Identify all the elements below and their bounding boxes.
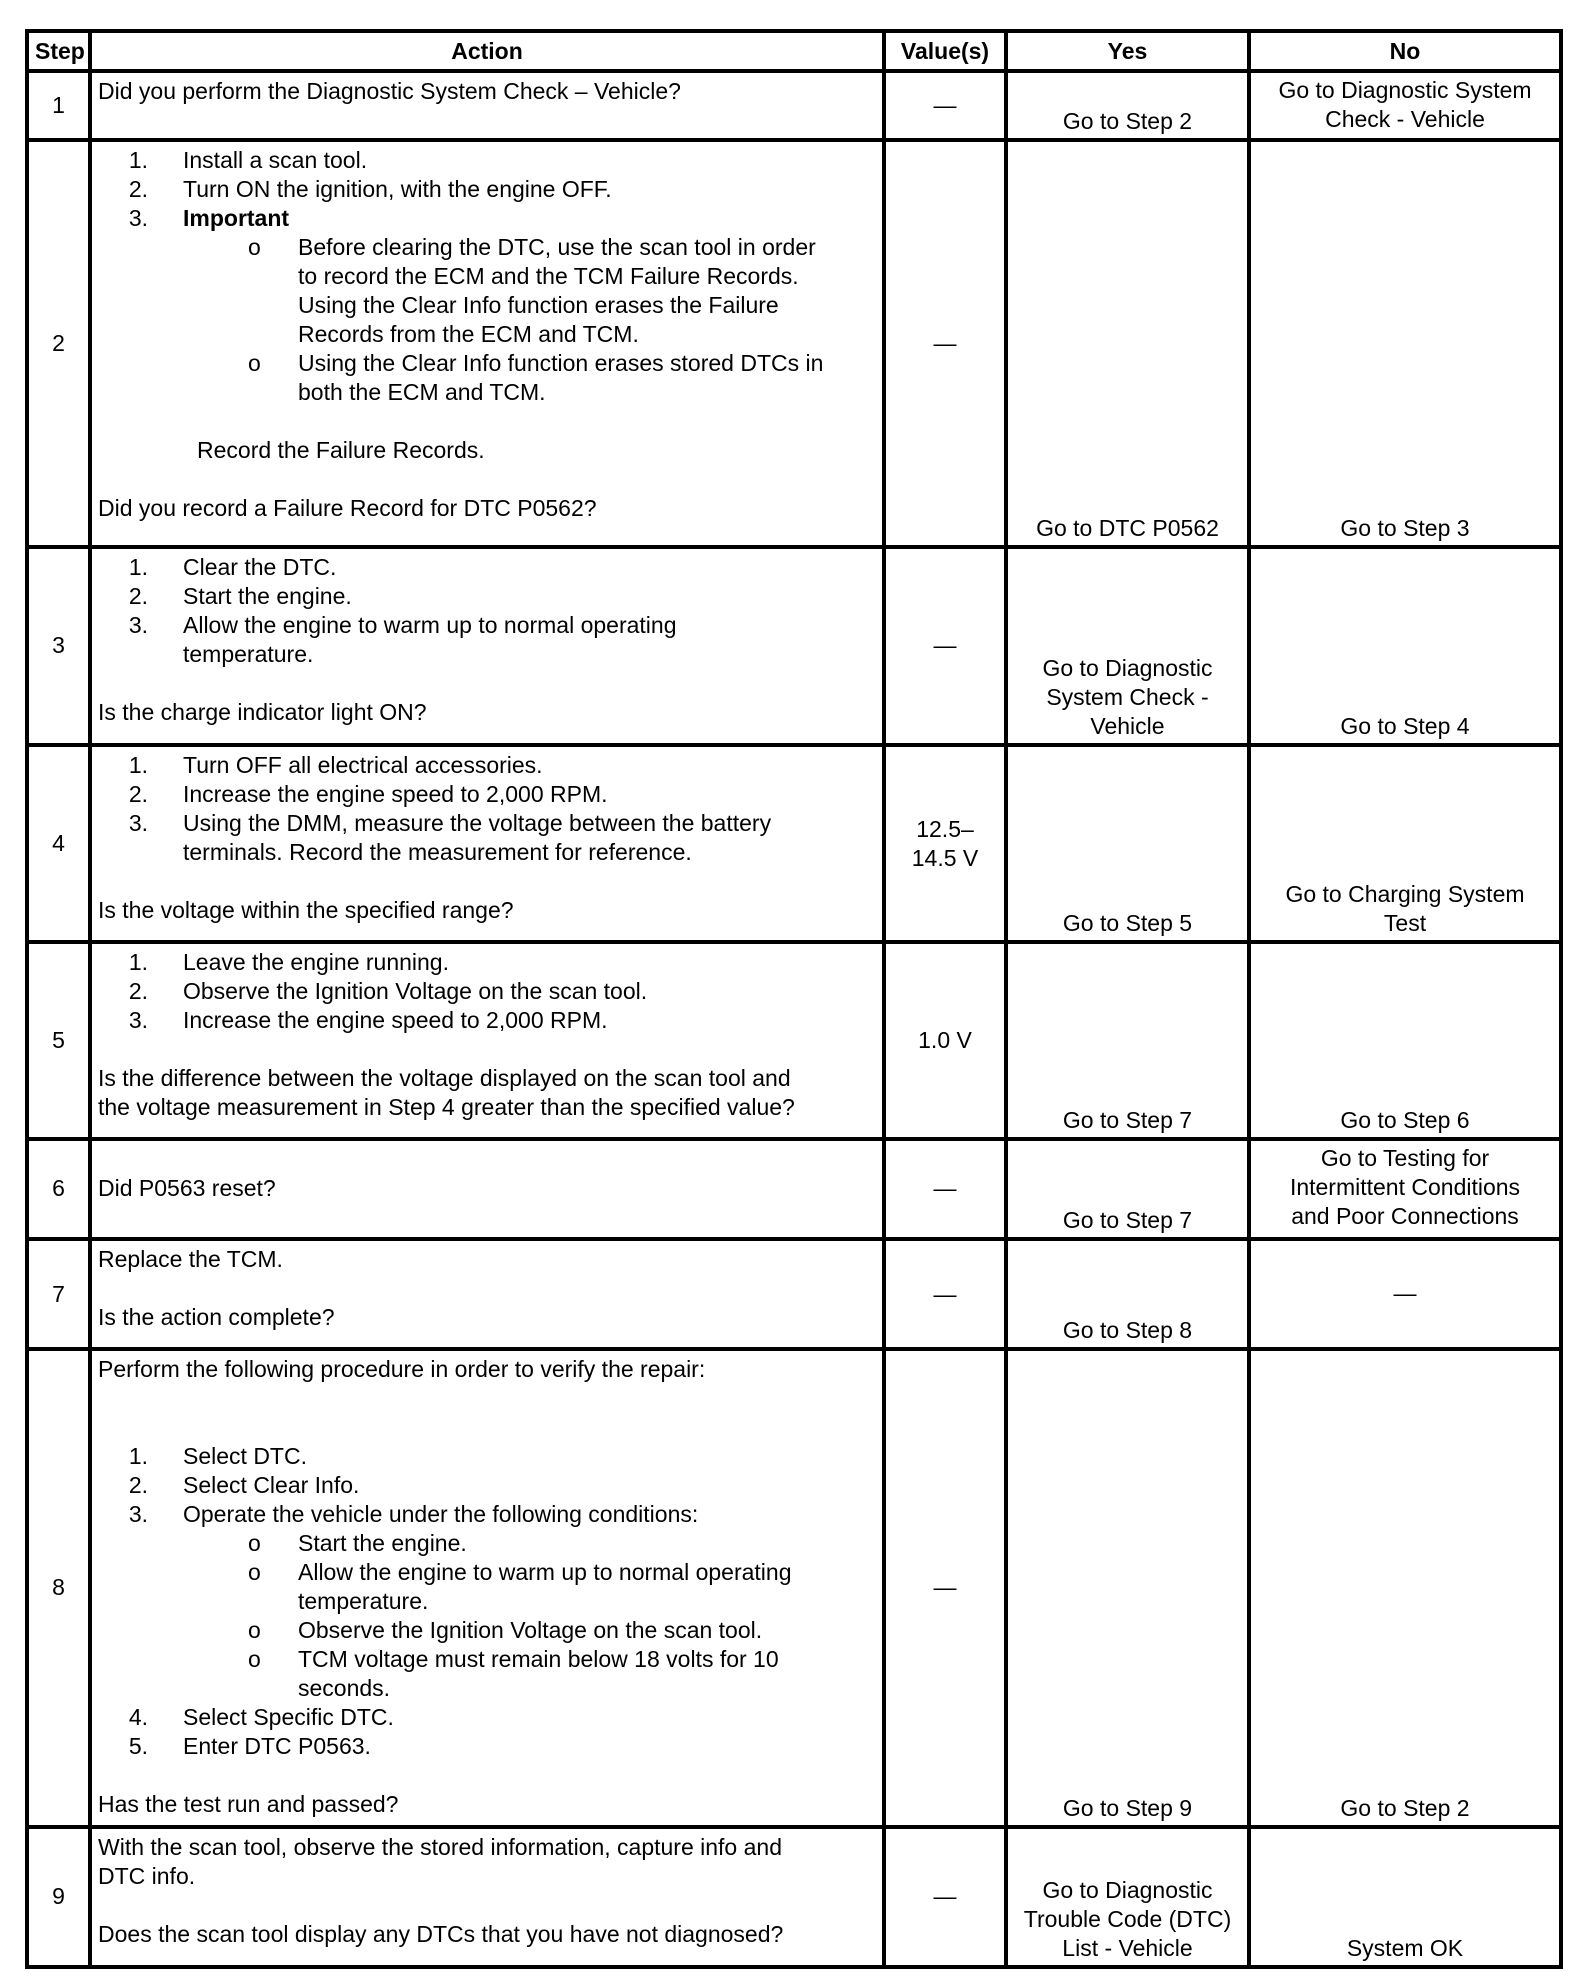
bullet-item [248, 1529, 876, 1558]
item-text: Install a scan tool. [183, 147, 368, 174]
value-cell: — [884, 1139, 1006, 1239]
no-link[interactable]: Go to Step 6 [1249, 942, 1561, 1139]
no-link-line: Test [1383, 910, 1427, 937]
value-cell: — [884, 140, 1006, 547]
spacer [98, 1274, 876, 1303]
bullet-icon: o [248, 1617, 261, 1644]
item-number: 1. [128, 554, 148, 581]
table-row-step-7 [27, 1239, 1561, 1349]
item-number: 5. [128, 1733, 148, 1760]
table-row-step-6 [27, 1139, 1561, 1239]
bullet-icon: o [248, 1530, 261, 1557]
value-cell: — [884, 547, 1006, 745]
list-item [98, 1442, 876, 1471]
item-text: Increase the engine speed to 2,000 RPM. [183, 780, 608, 807]
table-row-step-8 [27, 1349, 1561, 1826]
bullet-item [248, 1645, 876, 1703]
no-link-line: Go to Charging System [1285, 881, 1525, 908]
record-text: Record the Failure Records. [197, 437, 485, 464]
spacer [98, 1035, 876, 1064]
no-link[interactable] [1249, 745, 1561, 943]
action-cell [90, 1139, 884, 1239]
question-text: Is the charge indicator light ON? [98, 699, 427, 726]
list-item [98, 1500, 876, 1529]
value-line: 14.5 V [911, 844, 979, 871]
value-cell: — [884, 1827, 1006, 1967]
yes-link-line: Vehicle [1090, 712, 1165, 739]
question-line: Is the difference between the voltage displayed on the scan tool and [98, 1065, 791, 1092]
item-number: 1. [128, 751, 148, 778]
item-line: Using the DMM, measure the voltage between the battery [183, 809, 772, 836]
yes-link[interactable] [1006, 547, 1249, 745]
question-line: the voltage measurement in Step 4 greater than the specified value? [98, 1094, 795, 1121]
no-link-line: Go to Diagnostic System [1278, 76, 1532, 103]
item-number: 2. [128, 978, 148, 1005]
question-text: Is the voltage within the specified range? [98, 896, 514, 923]
item-number: 2. [128, 780, 148, 807]
list-item [98, 611, 876, 669]
item-text: Operate the vehicle under the following conditions: [183, 1501, 699, 1528]
list-item [98, 751, 876, 780]
table-row-step-1 [27, 71, 1561, 140]
item-text: Observe the Ignition Voltage on the scan tool. [183, 978, 648, 1005]
yes-link-line: List - Vehicle [1062, 1935, 1193, 1961]
bullet-item [248, 233, 876, 349]
action-cell [90, 1827, 884, 1967]
list-item [98, 1006, 876, 1035]
bullet-line: Records from the ECM and TCM. [298, 321, 639, 348]
action-cell [90, 547, 884, 745]
list-item [98, 809, 876, 867]
item-number: 3. [128, 809, 148, 836]
item-number: 3. [128, 612, 148, 639]
bullet-item [248, 349, 876, 407]
value-cell: — [884, 1239, 1006, 1349]
list-item [98, 977, 876, 1006]
item-number: 2. [128, 176, 148, 203]
step-number: 1 [27, 71, 90, 140]
item-number: 4. [128, 1704, 148, 1731]
yes-link[interactable] [1006, 1827, 1249, 1967]
step-number: 5 [27, 942, 90, 1139]
no-link[interactable] [1249, 1139, 1561, 1239]
list-item [98, 1471, 876, 1500]
list-item [98, 1732, 876, 1761]
table-row-step-9 [27, 1827, 1561, 1967]
yes-link[interactable]: Go to Step 8 [1006, 1239, 1249, 1349]
item-number: 1. [128, 147, 148, 174]
yes-link[interactable]: Go to DTC P0562 [1006, 140, 1249, 547]
bullet-icon: o [248, 234, 261, 261]
spacer [98, 1891, 876, 1920]
item-line: temperature. [183, 641, 314, 668]
question-text: Does the scan tool display any DTCs that you have not diagnosed? [98, 1920, 784, 1947]
yes-link-line: Trouble Code (DTC) [1023, 1906, 1232, 1932]
yes-link-line: System Check - [1046, 683, 1209, 710]
diagnostic-table [25, 29, 1563, 1969]
value-line: 12.5– [916, 815, 974, 842]
no-link[interactable]: Go to Step 2 [1249, 1349, 1561, 1826]
value-cell: 1.0 V [884, 942, 1006, 1139]
item-text [183, 809, 771, 867]
bullet-line: Observe the Ignition Voltage on the scan tool. [298, 1617, 763, 1644]
bullet-icon: o [248, 350, 261, 377]
action-cell [90, 1239, 884, 1349]
list-item [98, 146, 876, 175]
bullet-line: Allow the engine to warm up to normal operating [298, 1559, 792, 1586]
yes-link[interactable]: Go to Step 9 [1006, 1349, 1249, 1826]
item-text: Leave the engine running. [183, 949, 449, 976]
step-number: 6 [27, 1139, 90, 1239]
list-item [98, 582, 876, 611]
item-number: 1. [128, 949, 148, 976]
bullet-line: to record the ECM and the TCM Failure Records. [298, 263, 799, 290]
bullet-line: both the ECM and TCM. [298, 379, 546, 406]
bullet-line: TCM voltage must remain below 18 volts for 10 [298, 1646, 779, 1673]
step-number: 7 [27, 1239, 90, 1349]
value-cell [884, 745, 1006, 943]
header-values: Value(s) [884, 31, 1006, 71]
item-number: 3. [128, 1501, 148, 1528]
intro-text: Perform the following procedure in order to verify the repair: [98, 1356, 706, 1383]
item-line: Allow the engine to warm up to normal operating [183, 612, 677, 639]
table-row-step-3 [27, 547, 1561, 745]
item-text: Enter DTC P0563. [183, 1733, 371, 1760]
intro-line: With the scan tool, observe the stored information, capture info and [98, 1833, 782, 1860]
bullet-line: Before clearing the DTC, use the scan tool in order [298, 234, 816, 261]
bullet-icon: o [248, 1646, 261, 1673]
bullet-item [248, 1616, 876, 1645]
item-text: Select Clear Info. [183, 1472, 360, 1499]
header-yes: Yes [1006, 31, 1249, 71]
spacer [98, 669, 876, 698]
list-item [98, 204, 876, 233]
item-text: Clear the DTC. [183, 554, 337, 581]
action-cell [90, 140, 884, 547]
yes-link[interactable]: Go to Step 7 [1006, 1139, 1249, 1239]
header-row [27, 31, 1561, 71]
header-no: No [1249, 31, 1561, 71]
action-cell [90, 1349, 884, 1826]
spacer [98, 407, 876, 436]
intro-line: DTC info. [98, 1862, 196, 1889]
value-cell: — [884, 71, 1006, 140]
bullet-line: Using the Clear Info function erases the Failure [298, 292, 779, 319]
question-text: Did you perform the Diagnostic System Check – Vehicle? [98, 78, 681, 104]
item-text: Turn OFF all electrical accessories. [183, 751, 543, 778]
spacer [98, 465, 876, 494]
spacer [98, 1384, 876, 1442]
question-text: Has the test run and passed? [98, 1791, 399, 1818]
header-step: Step [27, 31, 90, 71]
list-item [98, 553, 876, 582]
item-number: 2. [128, 1472, 148, 1499]
no-link-line: Check - Vehicle [1325, 105, 1485, 132]
table-row-step-2 [27, 140, 1561, 547]
step-number: 3 [27, 547, 90, 745]
no-link-line: and Poor Connections [1291, 1203, 1519, 1230]
item-text: Increase the engine speed to 2,000 RPM. [183, 1007, 608, 1034]
action-cell [90, 942, 884, 1139]
list-item [98, 780, 876, 809]
yes-link-line: Go to Diagnostic [1042, 654, 1213, 681]
list-item [98, 175, 876, 204]
value-cell: — [884, 1349, 1006, 1826]
step-number: 4 [27, 745, 90, 943]
question-text: Is the action complete? [98, 1304, 335, 1331]
yes-link[interactable]: Go to Step 2 [1006, 71, 1249, 140]
no-value: — [1249, 1239, 1561, 1349]
yes-link[interactable]: Go to Step 7 [1006, 942, 1249, 1139]
table-row-step-5 [27, 942, 1561, 1139]
list-item [98, 1703, 876, 1732]
table-row-step-4 [27, 745, 1561, 943]
important-label: Important [183, 205, 290, 232]
action-cell [90, 745, 884, 943]
bullet-icon: o [248, 1559, 261, 1586]
list-item [98, 948, 876, 977]
item-line: terminals. Record the measurement for reference. [183, 838, 692, 865]
no-link[interactable]: Go to Step 3 [1249, 140, 1561, 547]
item-text: Select Specific DTC. [183, 1704, 394, 1731]
item-text: Start the engine. [183, 583, 352, 610]
no-link[interactable] [1249, 71, 1561, 140]
item-number: 1. [128, 1443, 148, 1470]
item-text: Select DTC. [183, 1443, 307, 1470]
item-text: Turn ON the ignition, with the engine OFF. [183, 176, 612, 203]
bullet-line: seconds. [298, 1675, 391, 1702]
item-number: 3. [128, 1007, 148, 1034]
question-text: Did P0563 reset? [98, 1175, 276, 1202]
no-link-line: Intermittent Conditions [1289, 1174, 1521, 1201]
yes-link[interactable]: Go to Step 5 [1006, 745, 1249, 943]
step-number: 9 [27, 1827, 90, 1967]
bullet-item [248, 1558, 876, 1616]
step-number: 2 [27, 140, 90, 547]
bullet-line: Start the engine. [298, 1530, 467, 1557]
item-number: 3. [128, 205, 148, 232]
no-link[interactable]: Go to Step 4 [1249, 547, 1561, 745]
item-text [183, 611, 677, 669]
yes-link-line: Go to Diagnostic [1042, 1877, 1213, 1903]
no-link-line: Go to Testing for [1320, 1145, 1490, 1172]
bullet-line: temperature. [298, 1588, 429, 1615]
question-text: Did you record a Failure Record for DTC P0562? [98, 495, 597, 522]
action-cell [90, 71, 884, 140]
header-action: Action [90, 31, 884, 71]
spacer [98, 1761, 876, 1790]
spacer [98, 867, 876, 896]
step-number: 8 [27, 1349, 90, 1826]
item-number: 2. [128, 583, 148, 610]
intro-text: Replace the TCM. [98, 1246, 283, 1273]
no-result: System OK [1249, 1827, 1561, 1967]
bullet-line: Using the Clear Info function erases stored DTCs in [298, 350, 824, 377]
